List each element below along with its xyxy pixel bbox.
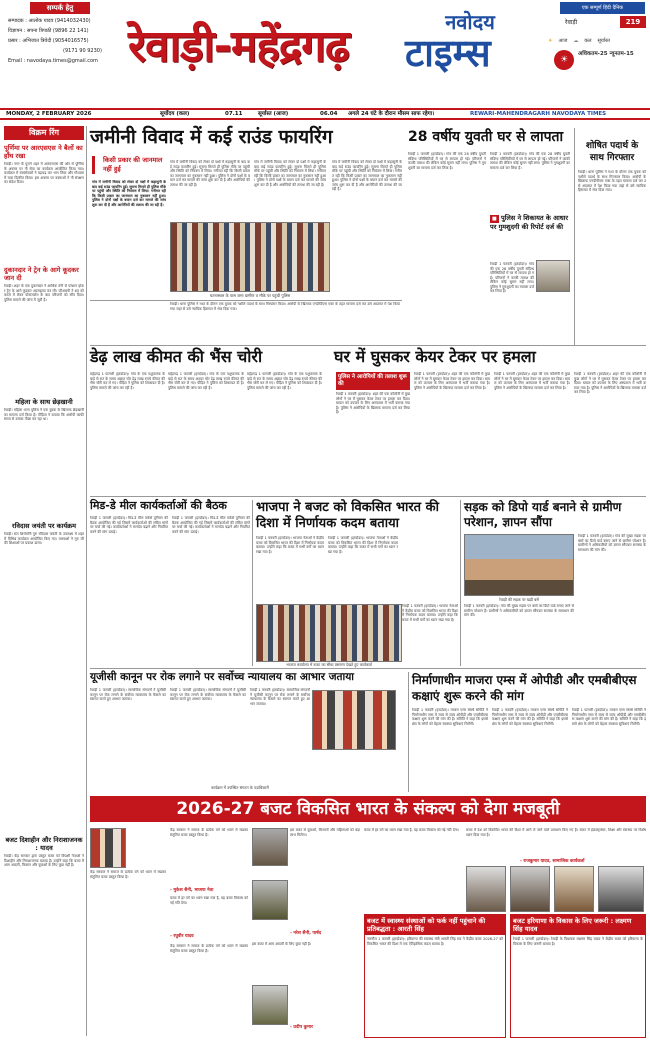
speaker-photo <box>466 866 506 912</box>
story9-body: रेवाड़ी 1 फरवरी (हरदोडर)। सामाजिक संगठनों ने यूजीसी कानून पर रोक लगाने के सर्वोच्च न्यायालय के फैसले का स्वागत करते हुए आभार जताया। <box>250 688 310 706</box>
weather-tomorrow: कल <box>584 38 592 44</box>
story2-body: रेवाड़ी 1 फरवरी (हरदोडर)। गांव की एक 28 वर्षीय युवती संदिग्ध परिस्थितियों में घर से लापता हो गई। परिजनों ने काफी तलाश की लेकिन कोई सुराग नहीं लगा। पुलिस ने गुमशुदगी का मामला दर्ज कर लिया है। <box>490 262 534 293</box>
story10-headline: निर्माणाधीन माजरा एम्स में ओपीडी और एमबीबीएस कक्षाएं शुरू करने की मांग <box>412 673 637 703</box>
speaker-photo <box>252 985 288 1025</box>
quote-author: - नरेश सैनी, पार्षद <box>290 931 322 936</box>
sidebar-bottom <box>4 836 84 1036</box>
story2-box <box>490 214 570 260</box>
contact-line: सम्पादक : आलोक यादव (9414032430) <box>8 18 91 24</box>
lead-byline: गांव में जमीनी विवाद को लेकर दो पक्षों में कहासुनी के बाद कई राउंड फायरिंग हुई। सूचना मिलते ही पुलिस मौके पर पहुंची और स्थिति को नियंत्रण में लिया। गनीमत रही कि किसी प्रकार का जानमाल का नुकसान नहीं हुआ। पुलिस ने दोनों पक्षों के बयान दर्ज कर मामले की जांच शुरू कर दी है और आरोपियों की तलाश की जा रही है। <box>92 180 166 207</box>
contact-line: प्रसार : अभिजात त्रिवेदी (9054016575) <box>8 38 89 44</box>
story6-body: रेवाड़ी 1 फरवरी (हरदोडर)। मिड-डे मील वर्कर्स यूनियन की बैठक आयोजित की गई जिसमें कार्यकर्ताओं की लंबित मांगों पर चर्चा की गई। कार्यकर्ताओं ने मानदेय बढ़ाने और नियमित करने की मांग उठाई। <box>90 516 168 534</box>
story2-photo <box>536 260 570 292</box>
police-icon: ■ <box>492 216 497 222</box>
speaker-photo <box>598 866 644 912</box>
sidebar-head: विक्रम रिंग <box>4 126 84 140</box>
speaker-photo <box>252 880 288 920</box>
sidebar-story-body: रेवाड़ी। महिला थाना पुलिस ने एक युवक के खिलाफ छेड़खानी का मामला दर्ज किया है। पीड़िता ने बताया कि आरोपी काफी समय से उसका पीछा कर रहा था। <box>4 408 84 421</box>
weather-today: आज <box>558 38 568 44</box>
story7-body: रेवाड़ी 1 फरवरी (हरदोडर)। भाजपा नेताओं ने केंद्रीय बजट को विकसित भारत की दिशा में निर्णायक कदम बताया। उन्होंने कहा कि बजट में सभी वर्गों का ध्यान रखा गया है। <box>402 604 458 622</box>
story8-headline: सड़क को डिपो यार्ड बनाने से ग्रामीण परेशान, ज्ञापन सौंपा <box>464 500 622 529</box>
lead-body-col3: गांव में जमीनी विवाद को लेकर दो पक्षों में कहासुनी के बाद कई राउंड फायरिंग हुई। सूचना मिलते ही पुलिस मौके पर पहुंची और स्थिति को नियंत्रण में लिया। गनीमत रही कि किसी प्रकार का जानमाल का नुकसान नहीं हुआ। पुलिस ने दोनों पक्षों के बयान दर्ज कर मामले की जांच शुरू कर दी है और आरोपियों की तलाश की जा रही है। <box>254 160 326 187</box>
website: REWARI-MAHENDRAGARH NAVODAYA TIMES <box>470 111 607 117</box>
story8-body: रेवाड़ी 1 फरवरी (हरदोडर)। गांव की मुख्य सड़क पर बसों का डिपो यार्ड बनाए जाने से ग्रामीण परेशान हैं। ग्रामीणों ने अधिकारियों को ज्ञापन सौंपकर समस्या के समाधान की मांग की। <box>578 534 646 552</box>
budget-box-title: बजट हरियाणा के विकास के लिए जरूरी : लक्ष्मण सिंह यादव <box>511 915 645 935</box>
story8-body: रेवाड़ी 1 फरवरी (हरदोडर)। गांव की मुख्य सड़क पर बसों का डिपो यार्ड बनाए जाने से ग्रामीण परेशान हैं। ग्रामीणों ने अधिकारियों को ज्ञापन सौंपकर समस्या के समाधान की मांग की। <box>464 604 574 617</box>
sidebar-story-title: बजट दिशाहीन और निराशाजनक : यादव <box>5 836 83 852</box>
story6-headline: मिड-डे मील कार्यकर्ताओं की बैठक <box>90 499 227 512</box>
quote-text: केंद्र सरकार ने समाज के प्रत्येक वर्ग को ध्यान में रखकर संतुलित बजट प्रस्तुत किया है। <box>170 944 248 953</box>
story10-body: रेवाड़ी 1 फरवरी (हरदोडर)। माजरा एम्स संघर्ष समिति ने निर्माणाधीन एम्स में जल्द से जल्द ओपीडी और एमबीबीएस कक्षाएं शुरू करने की मांग की है। समिति ने कहा कि इससे क्षेत्र के लोगों को बेहतर स्वास्थ्य सुविधाएं मिलेंगी। <box>412 708 488 726</box>
email-line: Email : navodaya.times@gmail.com <box>8 58 98 64</box>
sidebar-story-title: महिला के साथ छेड़खानी <box>15 398 73 406</box>
masthead-title-left: रेवाड़ी-महेंद्रगढ़ <box>128 21 349 72</box>
story4-body: महेंद्रगढ़ 1 फरवरी (हरदोडर)। गांव के एक पशुपालक के बाड़े से रात के समय अज्ञात चोर डेढ़ लाख रुपये कीमत की भैंस चोरी कर ले गए। पीड़ित ने पुलिस को शिकायत दी है। पुलिस मामले की जांच कर रही है। <box>247 372 322 390</box>
story8-photo <box>464 534 574 596</box>
contact-line: (9171 90 9230) <box>63 48 102 54</box>
quote-text: इस बजट से युवाओं, किसानों और महिलाओं को बड़ा लाभ मिलेगा। <box>290 828 360 837</box>
quote-text: केंद्र सरकार ने समाज के प्रत्येक वर्ग को ध्यान में रखकर संतुलित बजट प्रस्तुत किया है। <box>90 870 166 879</box>
story4-body: महेंद्रगढ़ 1 फरवरी (हरदोडर)। गांव के एक पशुपालक के बाड़े से रात के समय अज्ञात चोर डेढ़ लाख रुपये कीमत की भैंस चोरी कर ले गए। पीड़ित ने पुलिस को शिकायत दी है। पुलिस मामले की जांच कर रही है। <box>168 372 244 390</box>
contact-label: सम्पर्क हेतु <box>30 2 90 14</box>
story2-body: रेवाड़ी 1 फरवरी (हरदोडर)। गांव की एक 28 वर्षीय युवती संदिग्ध परिस्थितियों में घर से लापता हो गई। परिजनों ने काफी तलाश की लेकिन कोई सुराग नहीं लगा। पुलिस ने गुमशुदगी का मामला दर्ज कर लिया है। <box>408 152 486 170</box>
story9-headline: यूजीसी कानून पर रोक लगाने पर सर्वोच्च न्यायालय का आभार जताया <box>90 671 355 683</box>
story9-body: रेवाड़ी 1 फरवरी (हरदोडर)। सामाजिक संगठनों ने यूजीसी कानून पर रोक लगाने के सर्वोच्च न्यायालय के फैसले का स्वागत करते हुए आभार जताया। <box>90 688 166 701</box>
sidebar-story-title: रविदास जयंती पर कार्यक्रम <box>12 522 76 530</box>
lead-photo-caption: घटनास्थल के पास जमा ग्रामीण व मौके पर पहुंची पुलिस <box>209 293 291 298</box>
contact-lines <box>8 16 128 66</box>
story7-photo <box>256 604 402 662</box>
story6-body: रेवाड़ी 1 फरवरी (हरदोडर)। मिड-डे मील वर्कर्स यूनियन की बैठक आयोजित की गई जिसमें कार्यकर्ताओं की लंबित मांगों पर चर्चा की गई। कार्यकर्ताओं ने मानदेय बढ़ाने और नियमित करने की मांग उठाई। <box>172 516 250 534</box>
story7-body: रेवाड़ी 1 फरवरी (हरदोडर)। भाजपा नेताओं ने केंद्रीय बजट को विकसित भारत की दिशा में निर्णायक कदम बताया। उन्होंने कहा कि बजट में सभी वर्गों का ध्यान रखा गया है। <box>256 536 324 554</box>
quote-text: बजट में हर वर्ग का ध्यान रखा गया है, यह बजट विकास को नई गति देगा। <box>170 896 248 905</box>
lead-body-col4: गांव में जमीनी विवाद को लेकर दो पक्षों में कहासुनी के बाद कई राउंड फायरिंग हुई। सूचना मिलते ही पुलिस मौके पर पहुंची और स्थिति को नियंत्रण में लिया। गनीमत रही कि किसी प्रकार का जानमाल का नुकसान नहीं हुआ। पुलिस ने दोनों पक्षों के बयान दर्ज कर मामले की जांच शुरू कर दी है और आरोपियों की तलाश की जा रही है। <box>332 160 402 191</box>
contact-line: विज्ञापन : सपना त्रिपाठी (9896 22 141) <box>8 28 89 34</box>
story5-headline: घर में घुसकर केयर टेकर पर हमला <box>334 347 536 366</box>
quote-author: - राजकुमार यादव, सामाजिक कार्यकर्ता <box>520 859 585 864</box>
quote-text: बजट में हर वर्ग का ध्यान रखा गया है, यह बजट विकास को नई गति देगा। <box>364 828 459 832</box>
story4-headline: डेढ़ लाख कीमत की भैंस चोरी <box>90 347 263 366</box>
sidebar-story-body: रेवाड़ी। नगर के पुराने शहर में आरएसएस की ओर से पूर्णिमा के अवसर पर गौ सेवा का कार्यक्रम आयोजित किया गया। कार्यक्रम में स्वयंसेवकों ने बढ़चढ़ कर भाग लिया और गौशाला में चारा वितरित किया। इस अवसर पर वक्ताओं ने गौ संरक्षण का संदेश दिया। <box>4 162 84 184</box>
sunrise-time: 07.11 <box>225 111 243 117</box>
sun-icon: ☀ <box>548 38 553 44</box>
story5-body: रेवाड़ी 1 फरवरी (हरदोडर)। शहर की एक कॉलोनी में कुछ लोगों ने घर में घुसकर केयर टेकर पर हमला कर दिया। घायल को उपचार के लिए अस्पताल में भर्ती कराया गया है। पुलिस ने आरोपियों के खिलाफ मामला दर्ज कर लिया है। <box>574 372 646 394</box>
story5-body: रेवाड़ी 1 फरवरी (हरदोडर)। शहर की एक कॉलोनी में कुछ लोगों ने घर में घुसकर केयर टेकर पर हमला कर दिया। घायल को उपचार के लिए अस्पताल में भर्ती कराया गया है। पुलिस ने आरोपियों के खिलाफ मामला दर्ज कर लिया है। <box>414 372 490 390</box>
story7-photo-caption: भाजपा कार्यालय में बजट का सीधा प्रसारण देखते हुए कार्यकर्ता <box>286 662 372 667</box>
info-strip <box>0 108 650 120</box>
budget-box-title: बजट में स्वास्थ्य संस्थाओं को फर्क नहीं पहुंचाने की प्रतिबद्धता : आरती सिंह <box>365 915 505 935</box>
price-badge: 219 <box>620 16 646 28</box>
weather-sunset: सूर्यास्त <box>597 38 610 44</box>
sunset-time: 06.04 <box>320 111 338 117</box>
story2-headline: 28 वर्षीय युवती घर से लापता <box>408 129 564 145</box>
story7-headline: भाजपा ने बजट को विकसित भारत की दिशा में निर्णायक कदम बताया <box>256 500 439 531</box>
quote-author: - मुकेश सैनी, भाजपा नेता <box>170 888 214 893</box>
sidebar-story-title: दुकानदार ने ट्रेन के आगे कूदकर जान दी <box>4 266 79 282</box>
weather-labels <box>548 38 646 44</box>
masthead-title-small: नवोदय <box>445 10 495 34</box>
budget-box-body: नारनौल 1 फरवरी (हरदोडर)। हरियाणा की स्वास्थ्य मंत्री आरती सिंह राव ने केंद्रीय बजट 2026-27 को विकसित भारत की दिशा में एक ऐतिहासिक कदम बताया है। <box>367 937 503 946</box>
story9-body: रेवाड़ी 1 फरवरी (हरदोडर)। सामाजिक संगठनों ने यूजीसी कानून पर रोक लगाने के सर्वोच्च न्यायालय के फैसले का स्वागत करते हुए आभार जताया। <box>170 688 246 701</box>
sidebar <box>4 126 84 766</box>
story3-body: रेवाड़ी। थाना पुलिस ने गश्त के दौरान एक युवक को नशीले पदार्थ के साथ गिरफ्तार किया। आरोपी के खिलाफ एनडीपीएस एक्ट के तहत मामला दर्ज कर उसे अदालत में पेश किया गया जहां से उसे न्यायिक हिरासत में भेज दिया गया। <box>578 170 646 192</box>
speaker-photo <box>252 828 288 866</box>
lead-photo <box>170 222 330 292</box>
story2-body: रेवाड़ी 1 फरवरी (हरदोडर)। गांव की एक 28 वर्षीय युवती संदिग्ध परिस्थितियों में घर से लापता हो गई। परिजनों ने काफी तलाश की लेकिन कोई सुराग नहीं लगा। पुलिस ने गुमशुदगी का मामला दर्ज कर लिया है। <box>490 152 570 170</box>
sunset-label: सूर्यास्त (आज) <box>258 111 289 117</box>
sidebar-story-body: रेवाड़ी। शहर के एक दुकानदार ने आर्थिक तंगी से परेशान होकर ट्रेन के आगे कूदकर आत्महत्या कर ली। जीआरपी ने शव को कब्जे में लेकर पोस्टमार्टम के बाद परिजनों को सौंप दिया। पुलिस मामले की जांच में जुटी है। <box>4 284 84 302</box>
masthead-title-right: टाइम्स <box>405 31 491 75</box>
budget-banner: 2026-27 बजट विकसित भारत के संकल्प को देगा मजबूती <box>90 796 646 822</box>
city-name: रेवाड़ी <box>565 19 578 26</box>
tagline: एक सम्पूर्ण हिंदी दैनिक <box>560 2 645 14</box>
story9-photo <box>312 690 396 750</box>
weather-panel <box>548 38 646 98</box>
lead-body-col5: रेवाड़ी। थाना पुलिस ने गश्त के दौरान एक युवक को नशीले पदार्थ के साथ गिरफ्तार किया। आरोपी के खिलाफ एनडीपीएस एक्ट के तहत मामला दर्ज कर उसे अदालत में पेश किया गया जहां से उसे न्यायिक हिरासत में भेज दिया गया। <box>170 302 400 311</box>
lead-subhead: किसी प्रकार की जानमाल नहीं हुई <box>92 156 168 174</box>
weather-note: अगले 24 घंटे के दौरान मौसम साफ रहेगा। <box>348 111 435 117</box>
sidebar-story-body: रेवाड़ी। संत शिरोमणि गुरु रविदास जयंती के उपलक्ष्य में शहर में विभिन्न कार्यक्रम आयोजित किए गए। वक्ताओं ने गुरु जी की शिक्षाओं पर प्रकाश डाला। <box>4 532 84 545</box>
budget-box-1 <box>364 914 506 1038</box>
weather-circle: ☀ <box>554 50 574 70</box>
speaker-photo <box>90 828 126 868</box>
issue-date: MONDAY, 2 FEBRUARY 2026 <box>6 111 92 117</box>
temperature: अधिकतम-25 न्यूनतम-15 <box>578 51 634 57</box>
story4-body: महेंद्रगढ़ 1 फरवरी (हरदोडर)। गांव के एक पशुपालक के बाड़े से रात के समय अज्ञात चोर डेढ़ लाख रुपये कीमत की भैंस चोरी कर ले गए। पीड़ित ने पुलिस को शिकायत दी है। पुलिस मामले की जांच कर रही है। <box>90 372 165 390</box>
masthead <box>0 0 650 117</box>
speaker-photo <box>510 866 550 912</box>
lead-body-col2: गांव में जमीनी विवाद को लेकर दो पक्षों में कहासुनी के बाद कई राउंड फायरिंग हुई। सूचना मिलते ही पुलिस मौके पर पहुंची और स्थिति को नियंत्रण में लिया। गनीमत रही कि किसी प्रकार का जानमाल का नुकसान नहीं हुआ। पुलिस ने दोनों पक्षों के बयान दर्ज कर मामले की जांच शुरू कर दी है और आरोपियों की तलाश की जा रही है। <box>170 160 250 187</box>
sunrise-label: सूर्योदय (कल) <box>160 111 190 117</box>
story5-tag: पुलिस ने आरोपियों की तलाश शुरू की <box>336 372 410 390</box>
quote-text: इस बजट में आम आदमी के लिए कुछ नहीं है। <box>252 942 312 946</box>
quote-author: - प्रदीप कुमार <box>290 1025 313 1030</box>
lead-headline: जमीनी विवाद में कई राउंड फायरिंग <box>90 126 333 148</box>
story10-body: रेवाड़ी 1 फरवरी (हरदोडर)। माजरा एम्स संघर्ष समिति ने निर्माणाधीन एम्स में जल्द से जल्द ओपीडी और एमबीबीएस कक्षाएं शुरू करने की मांग की है। समिति ने कहा कि इससे क्षेत्र के लोगों को बेहतर स्वास्थ्य सुविधाएं मिलेंगी। <box>572 708 646 726</box>
story10-body: रेवाड़ी 1 फरवरी (हरदोडर)। माजरा एम्स संघर्ष समिति ने निर्माणाधीन एम्स में जल्द से जल्द ओपीडी और एमबीबीएस कक्षाएं शुरू करने की मांग की है। समिति ने कहा कि इससे क्षेत्र के लोगों को बेहतर स्वास्थ्य सुविधाएं मिलेंगी। <box>492 708 568 726</box>
budget-box-2 <box>510 914 646 1038</box>
story2-box-text: पुलिस ने शिकायत के आधार पर गुमशुदगी की रिपोर्ट दर्ज की <box>490 214 569 231</box>
story9-photo-caption: कार्यक्रम में उपस्थित संगठन के पदाधिकारी <box>211 785 269 790</box>
story5-body: रेवाड़ी 1 फरवरी (हरदोडर)। शहर की एक कॉलोनी में कुछ लोगों ने घर में घुसकर केयर टेकर पर हमला कर दिया। घायल को उपचार के लिए अस्पताल में भर्ती कराया गया है। पुलिस ने आरोपियों के खिलाफ मामला दर्ज कर लिया है। <box>336 392 410 414</box>
cloud-icon: ☁ <box>573 38 579 44</box>
quote-text: बजट में देश को विकसित भारत की दिशा में आगे ले जाने वाले प्रावधान किए गए हैं। बजट में इंफ्रास्ट्रक्चर, शिक्षा और स्वास्थ्य पर विशेष ध्यान दिया गया है। <box>466 828 646 837</box>
quote-author: - रघुवीर यादव <box>170 934 194 939</box>
budget-box-body: रेवाड़ी 1 फरवरी (हरदोडर)। रेवाड़ी के विधायक लक्ष्मण सिंह यादव ने केंद्रीय बजट को हरियाणा के विकास के लिए जरूरी बताया है। <box>513 937 643 946</box>
sidebar-story-title: पूर्णिमा पर आरएसएस ने बैलों का हाँथ रखा <box>4 144 83 160</box>
quote-text: केंद्र सरकार ने समाज के प्रत्येक वर्ग को ध्यान में रखकर संतुलित बजट प्रस्तुत किया है। <box>170 828 248 837</box>
speaker-photo <box>554 866 594 912</box>
story5-body: रेवाड़ी 1 फरवरी (हरदोडर)। शहर की एक कॉलोनी में कुछ लोगों ने घर में घुसकर केयर टेकर पर हमला कर दिया। घायल को उपचार के लिए अस्पताल में भर्ती कराया गया है। पुलिस ने आरोपियों के खिलाफ मामला दर्ज कर लिया है। <box>494 372 570 390</box>
sidebar-story-body: रेवाड़ी। केंद्र सरकार द्वारा प्रस्तुत बजट को विपक्षी नेताओं ने दिशाहीन और निराशाजनक बताया है। उन्होंने कहा कि बजट में आम आदमी, किसान और युवाओं के लिए कुछ नहीं है। <box>4 854 84 867</box>
story8-photo-caption: रेवाड़ी की सड़क पर खड़ी बसें <box>499 597 539 602</box>
story7-body: रेवाड़ी 1 फरवरी (हरदोडर)। भाजपा नेताओं ने केंद्रीय बजट को विकसित भारत की दिशा में निर्णायक कदम बताया। उन्होंने कहा कि बजट में सभी वर्गों का ध्यान रखा गया है। <box>328 536 398 554</box>
story3-headline: शोषित पदार्थ के साथ गिरफ्तार <box>585 141 639 163</box>
